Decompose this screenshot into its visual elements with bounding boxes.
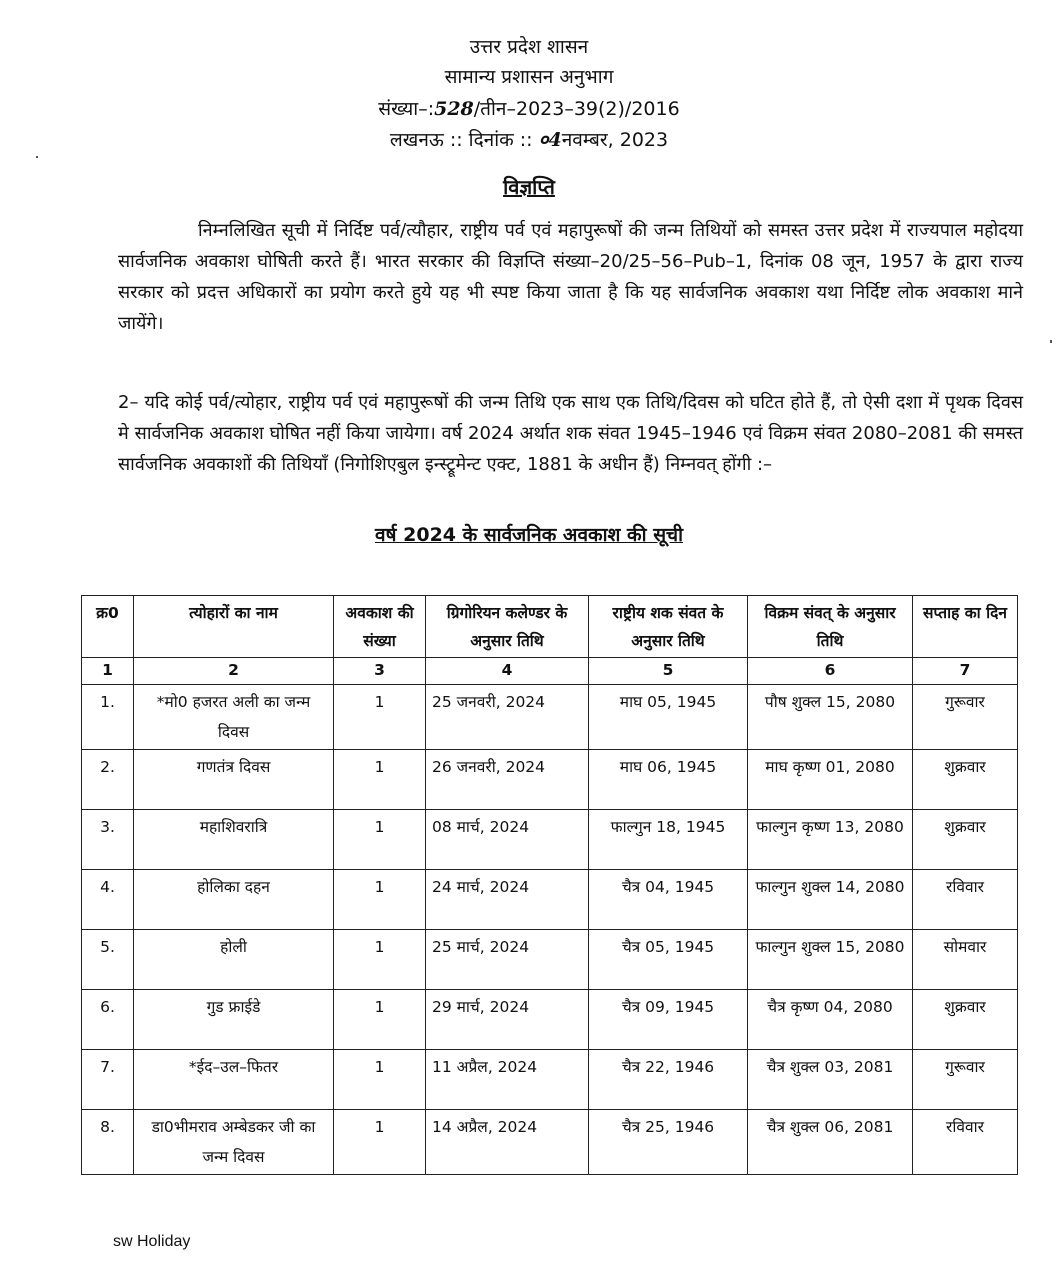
serial-cell: 4. [82,870,134,930]
shaka-date-cell: माघ 06, 1945 [589,750,748,810]
reference-number [0,96,1058,122]
serial-cell: 1. [82,685,134,750]
gregorian-date-cell: 26 जनवरी, 2024 [426,750,589,810]
vikram-date-cell: चैत्र शुक्ल 03, 2081 [748,1050,913,1110]
header-holiday-count: अवकाश की संख्या [334,596,426,658]
date-prefix: लखनऊ :: दिनांक :: [389,129,533,151]
column-number: 7 [913,658,1018,685]
festival-name-cell: होली [134,930,334,990]
notice-paragraph-1: निम्नलिखित सूची में निर्दिष्ट पर्व/त्यौहार, राष्ट्रीय पर्व एवं महापुरूषों की जन्म तिथियों को समस्त उत्तर प्रदेश में राज्यपाल महोदया सार्वजनिक अवकाश घोषिती करते हैं। भारत सरकार की विज्ञप्ति संख्या–20/25–56–Pub–1, दिनांक 08 जून, 1957 के द्वारा राज्य सरकार को प्रदत्त अधिकारों का प्रयोग करते हुये यह भी स्पष्ट किया जाता है कि यह सार्वजनिक अवकाश यथा निर्दिष्ट लोक अवकाश माने जायेंगे। [118,220,1023,334]
weekday-cell: सोमवार [913,930,1018,990]
table-header-row [82,596,1018,658]
footer-note: sw Holiday [113,1233,191,1250]
holiday-count-cell: 1 [334,1050,426,1110]
gregorian-date-cell: 11 अप्रैल, 2024 [426,1050,589,1110]
header-vikram-date: विक्रम संवत् के अनुसार तिथि [748,596,913,658]
department-name: सामान्य प्रशासन अनुभाग [444,66,614,88]
scan-speck [1050,340,1052,343]
holiday-count-cell: 1 [334,685,426,750]
vikram-date-cell: चैत्र कृष्ण 04, 2080 [748,990,913,1050]
table-row [82,930,1018,990]
shaka-date-cell: फाल्गुन 18, 1945 [589,810,748,870]
shaka-date-cell: चैत्र 05, 1945 [589,930,748,990]
serial-cell: 2. [82,750,134,810]
reference-handwritten: 528 [434,98,474,120]
table-row [82,990,1018,1050]
festival-name-cell: डा0भीमराव अम्बेडकर जी का जन्म दिवस [134,1110,334,1175]
reference-suffix: /तीन–2023–39(2)/2016 [473,98,680,120]
header-gregorian-date: ग्रिगोरियन कलेण्डर के अनुसार तिथि [426,596,589,658]
weekday-cell: रविवार [913,1110,1018,1175]
weekday-cell: गुरूवार [913,685,1018,750]
header-weekday: सप्ताह का दिन [913,596,1018,658]
scan-speck [36,156,38,158]
holiday-count-cell: 1 [334,930,426,990]
header-serial: क्र0 [82,596,134,658]
column-number: 2 [134,658,334,685]
reference-prefix: संख्या–: [378,98,435,120]
vikram-date-cell: पौष शुक्ल 15, 2080 [748,685,913,750]
serial-cell: 7. [82,1050,134,1110]
weekday-cell: शुक्रवार [913,810,1018,870]
festival-name-cell: महाशिवरात्रि [134,810,334,870]
column-number-row [82,658,1018,685]
header-shaka-date: राष्ट्रीय शक संवत के अनुसार तिथि [589,596,748,658]
column-number: 5 [589,658,748,685]
holiday-count-cell: 1 [334,870,426,930]
gregorian-date-cell: 25 जनवरी, 2024 [426,685,589,750]
vikram-date-cell: फाल्गुन शुक्ल 15, 2080 [748,930,913,990]
serial-cell: 3. [82,810,134,870]
table-row [82,685,1018,750]
shaka-date-cell: चैत्र 22, 1946 [589,1050,748,1110]
weekday-cell: शुक्रवार [913,750,1018,810]
weekday-cell: रविवार [913,870,1018,930]
holiday-table [81,595,1018,1175]
issue-date [0,127,1058,153]
holiday-count-cell: 1 [334,750,426,810]
holiday-count-cell: 1 [334,810,426,870]
holiday-count-cell: 1 [334,990,426,1050]
vikram-date-cell: फाल्गुन शुक्ल 14, 2080 [748,870,913,930]
holiday-list-title: वर्ष 2024 के सार्वजनिक अवकाश की सूची [374,524,684,546]
gregorian-date-cell: 29 मार्च, 2024 [426,990,589,1050]
notice-title: विज्ञप्ति [503,175,555,199]
shaka-date-cell: माघ 05, 1945 [589,685,748,750]
table-row [82,870,1018,930]
column-number: 3 [334,658,426,685]
date-handwritten: ०4 [538,129,562,151]
festival-name-cell: *मो0 हजरत अली का जन्म दिवस [134,685,334,750]
weekday-cell: गुरूवार [913,1050,1018,1110]
shaka-date-cell: चैत्र 04, 1945 [589,870,748,930]
column-number: 1 [82,658,134,685]
table-row [82,810,1018,870]
column-number: 6 [748,658,913,685]
gregorian-date-cell: 25 मार्च, 2024 [426,930,589,990]
serial-cell: 6. [82,990,134,1050]
date-suffix: नवम्बर, 2023 [561,129,669,151]
government-name: उत्तर प्रदेश शासन [469,36,589,58]
shaka-date-cell: चैत्र 09, 1945 [589,990,748,1050]
table-row [82,1050,1018,1110]
header-festival-name: त्योहारों का नाम [134,596,334,658]
table-row [82,750,1018,810]
shaka-date-cell: चैत्र 25, 1946 [589,1110,748,1175]
vikram-date-cell: चैत्र शुक्ल 06, 2081 [748,1110,913,1175]
vikram-date-cell: माघ कृष्ण 01, 2080 [748,750,913,810]
festival-name-cell: गणतंत्र दिवस [134,750,334,810]
vikram-date-cell: फाल्गुन कृष्ण 13, 2080 [748,810,913,870]
festival-name-cell: होलिका दहन [134,870,334,930]
column-number: 4 [426,658,589,685]
table-row [82,1110,1018,1175]
gregorian-date-cell: 08 मार्च, 2024 [426,810,589,870]
serial-cell: 5. [82,930,134,990]
festival-name-cell: गुड फ्राईडे [134,990,334,1050]
serial-cell: 8. [82,1110,134,1175]
holiday-count-cell: 1 [334,1110,426,1175]
notice-paragraph-2: 2– यदि कोई पर्व/त्योहार, राष्ट्रीय पर्व एवं महापुरूषों की जन्म तिथि एक साथ एक तिथि/दिवस को घटित होते हैं, तो ऐसी दशा में पृथक दिवस मे सार्वजनिक अवकाश घोषित नहीं किया जायेगा। वर्ष 2024 अर्थात शक संवत 1945–1946 एवं विक्रम संवत 2080–2081 की समस्त सार्वजनिक अवकाशों की तिथियाँ (निगोशिएबुल इन्स्ट्रूमेन्ट एक्ट, 1881 के अधीन हैं) निम्नवत् होंगी :– [118,392,1023,475]
festival-name-cell: *ईद–उल–फितर [134,1050,334,1110]
weekday-cell: शुक्रवार [913,990,1018,1050]
gregorian-date-cell: 14 अप्रैल, 2024 [426,1110,589,1175]
gregorian-date-cell: 24 मार्च, 2024 [426,870,589,930]
